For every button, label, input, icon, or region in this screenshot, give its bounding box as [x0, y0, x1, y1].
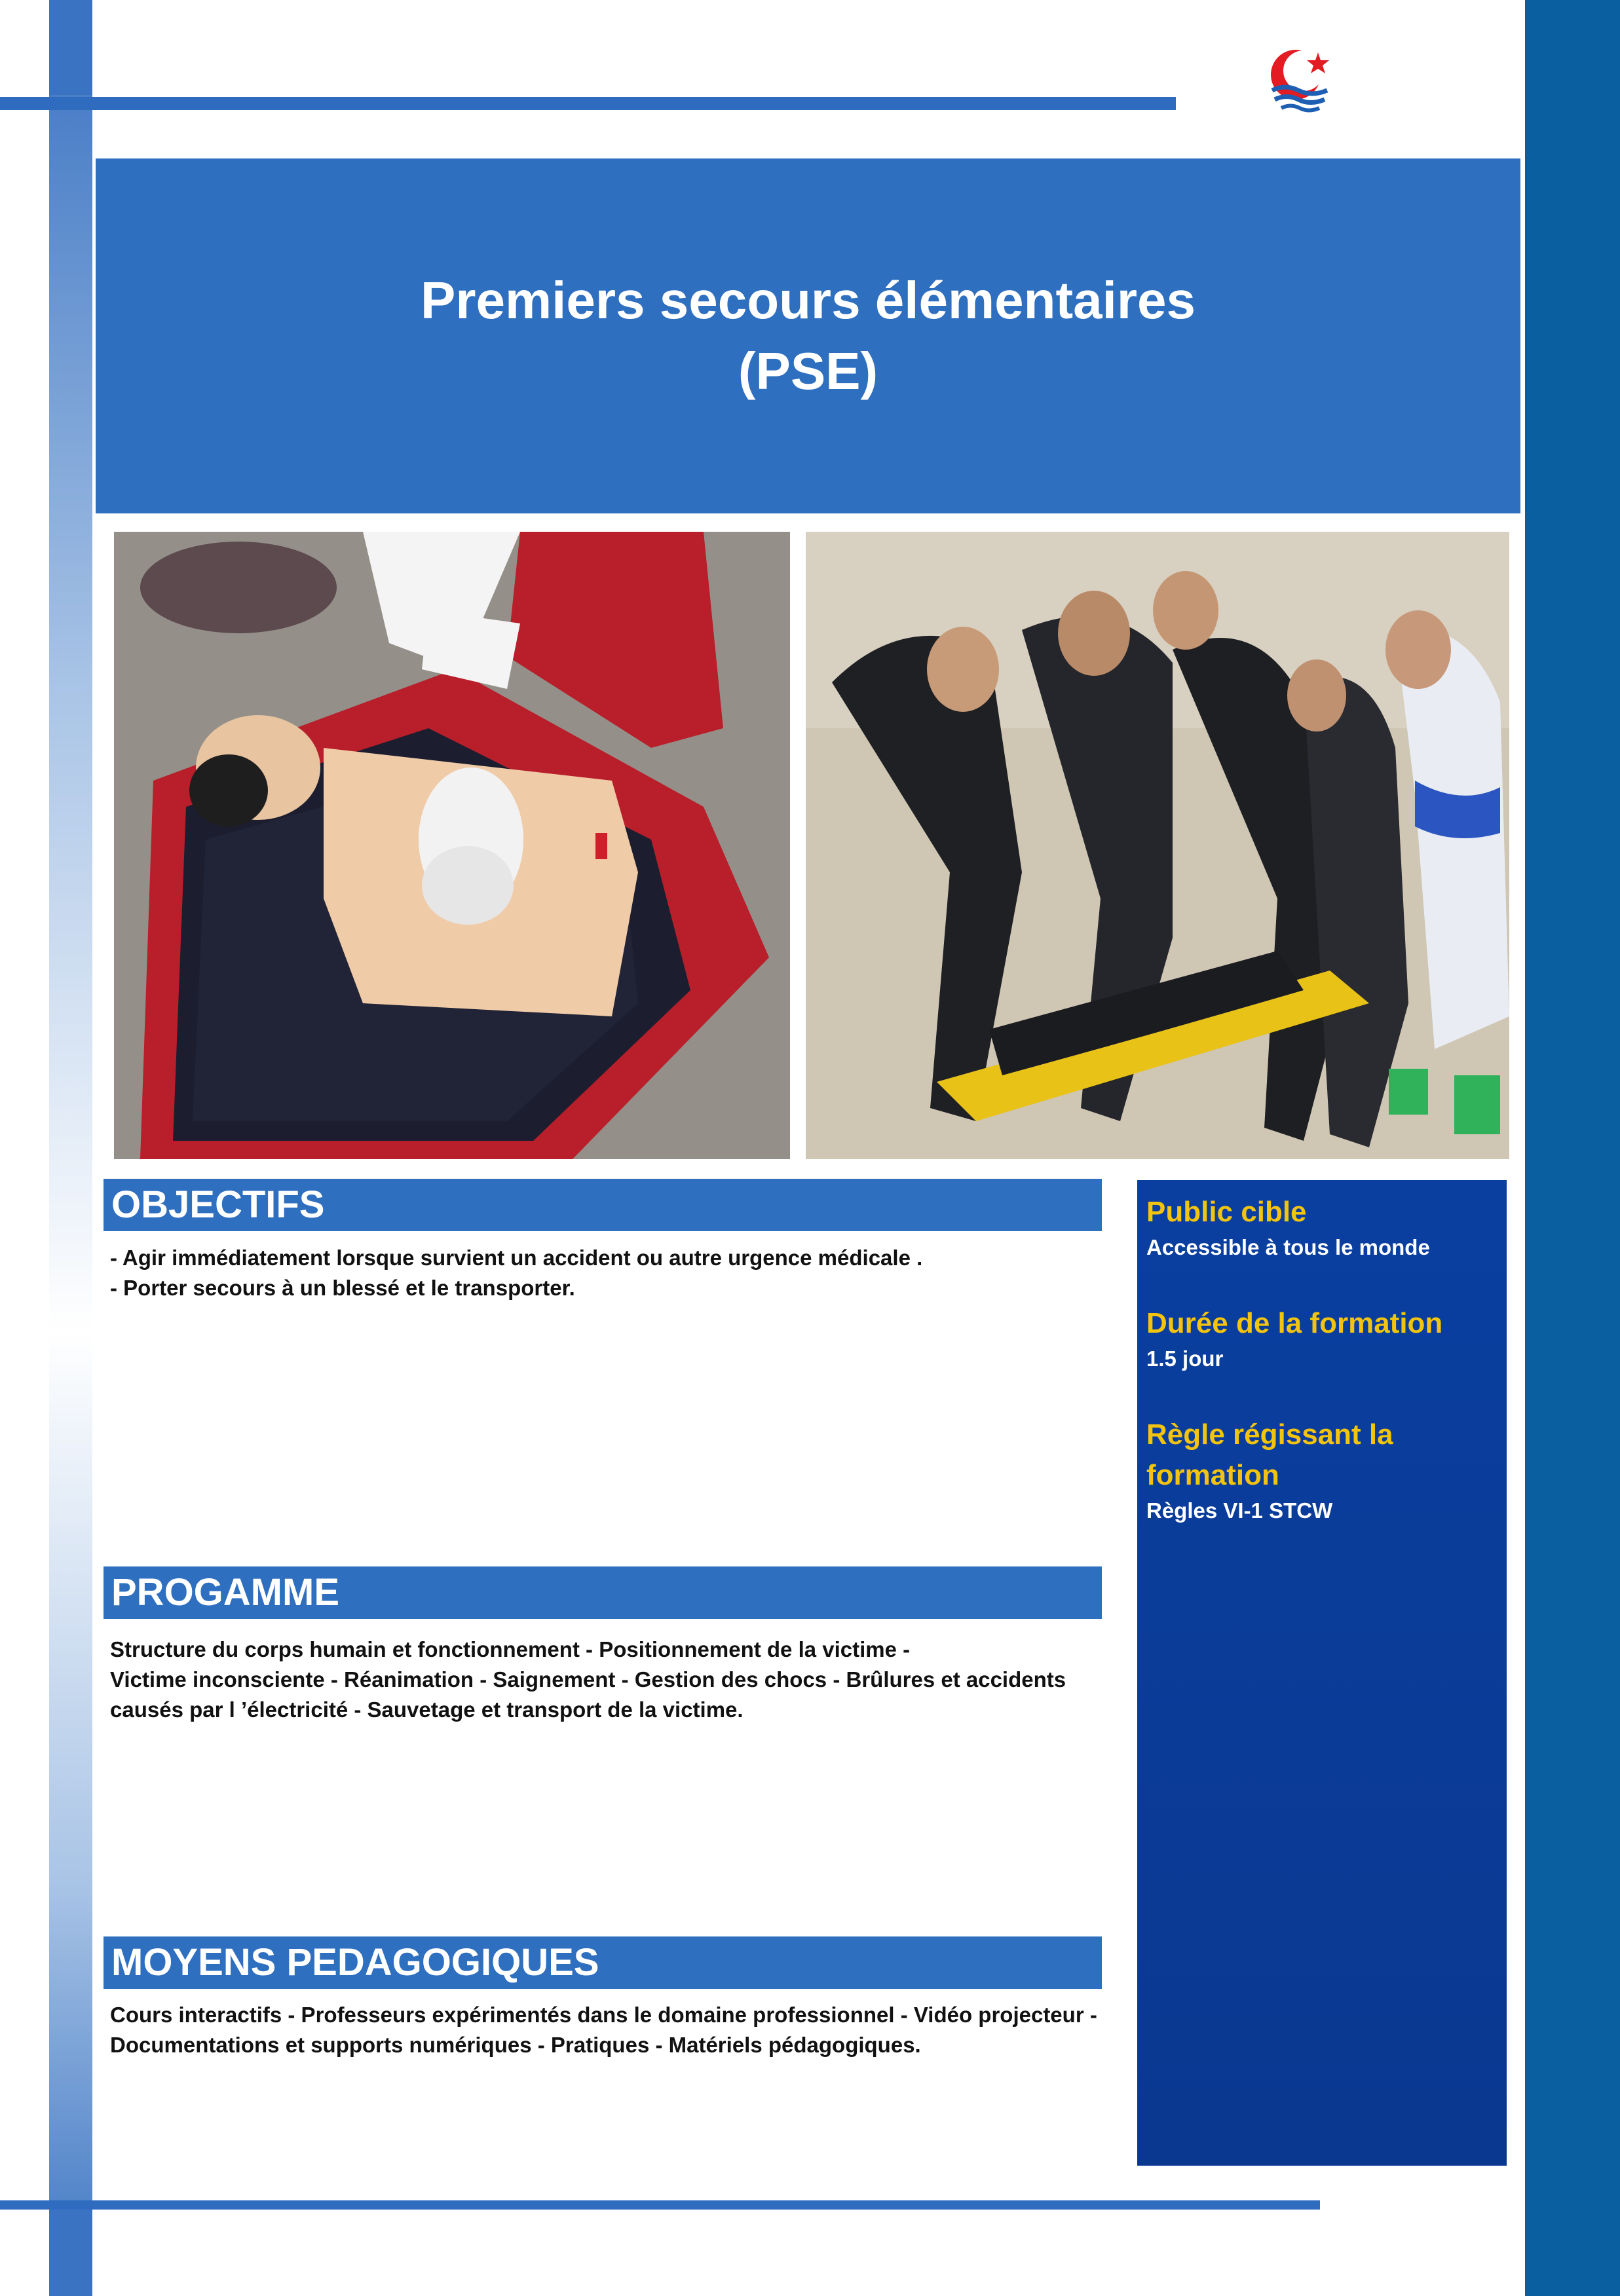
page-title: Premiers secours élémentaires: [421, 271, 1196, 329]
left-bar-top-segment: [49, 0, 92, 95]
duree-value: 1.5 jour: [1146, 1346, 1224, 1371]
public-cible-value: Accessible à tous le monde: [1146, 1235, 1430, 1259]
beach-rescue-photo: [806, 532, 1509, 1159]
objectifs-line-2: - Porter secours à un blessé et le transporter.: [110, 1276, 575, 1300]
moyens-heading: MOYENS PEDAGOGIQUES: [104, 1936, 1102, 1989]
title-banner: [96, 158, 1520, 513]
moyens-text: [110, 2000, 1106, 2060]
bottom-divider-line: [0, 2200, 1320, 2210]
programme-line-2: Victime inconsciente - Réanimation - Saignement - Gestion des chocs - Brûlures et accidents: [110, 1667, 1066, 1692]
page-subtitle: (PSE): [738, 342, 878, 400]
regle-title-line-1: Règle régissant la: [1146, 1418, 1393, 1451]
moyens-line-1: Cours interactifs - Professeurs expérimentés dans le domaine professionnel - Vidéo projecteur -: [110, 2003, 1097, 2027]
programme-line-1: Structure du corps humain et fonctionnement - Positionnement de la victime -: [110, 1637, 911, 1661]
objectifs-text: [110, 1243, 1106, 1303]
programme-heading: PROGAMME: [104, 1566, 1102, 1619]
objectifs-line-1: - Agir immédiatement lorsque survient un accident ou autre urgence médicale .: [110, 1246, 923, 1270]
info-panel: [1137, 1180, 1507, 2166]
left-decorative-bar: [49, 0, 92, 2296]
programme-text: [110, 1635, 1106, 1725]
top-divider-line: [0, 97, 1176, 110]
regle-title-line-2: formation: [1146, 1459, 1279, 1491]
programme-line-3: causés par l ’électricité - Sauvetage et transport de la victime.: [110, 1697, 744, 1722]
duree-title: Durée de la formation: [1146, 1307, 1443, 1339]
objectifs-heading: OBJECTIFS: [104, 1179, 1102, 1231]
left-bar-bottom-segment: [49, 2207, 92, 2296]
right-decorative-bar: [1525, 0, 1620, 2296]
crescent-star-logo-icon: [1264, 43, 1336, 115]
moyens-line-2: Documentations et supports numériques - Pratiques - Matériels pédagogiques.: [110, 2033, 921, 2057]
cpr-manikin-photo: [114, 532, 790, 1159]
public-cible-title: Public cible: [1146, 1196, 1307, 1228]
regle-value: Règles VI-1 STCW: [1146, 1498, 1333, 1523]
